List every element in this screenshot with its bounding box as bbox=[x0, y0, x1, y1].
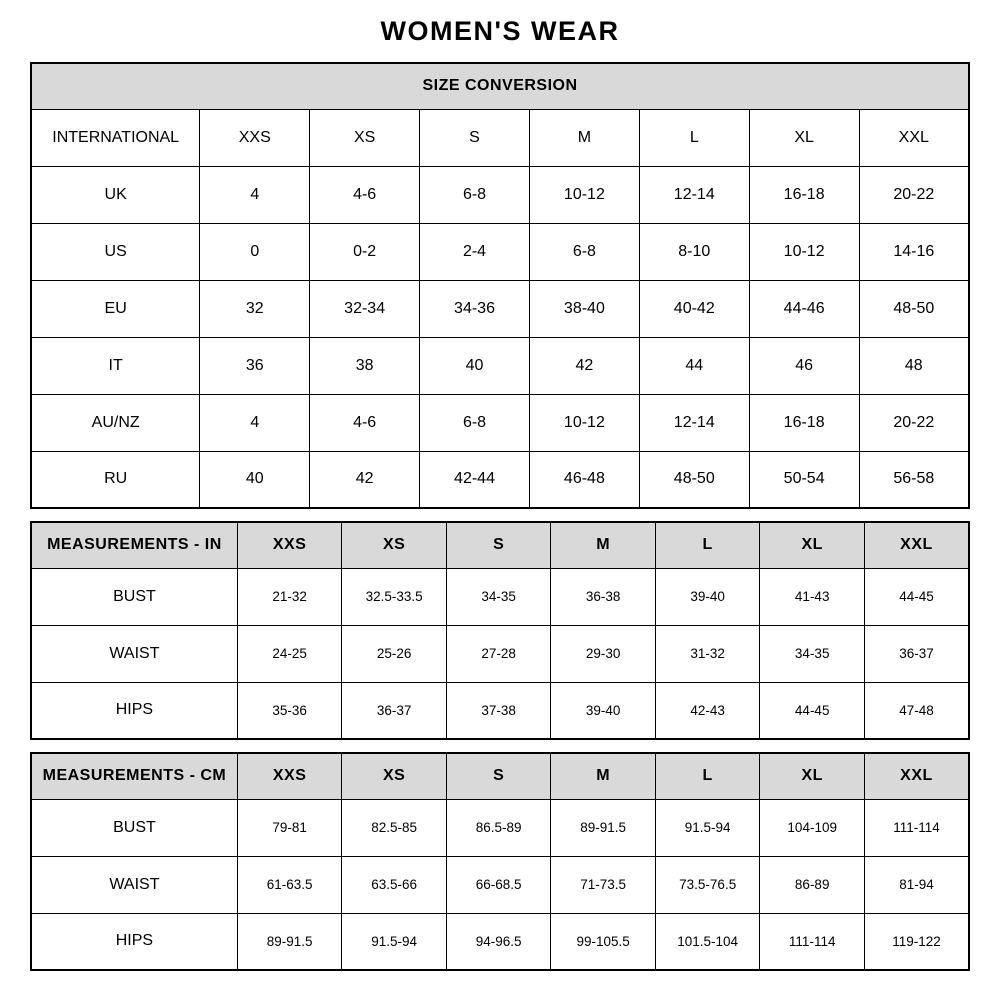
column-header-cell: XXL bbox=[864, 522, 969, 568]
page-title: WOMEN'S WEAR bbox=[380, 16, 620, 46]
measurement-cell: 94-96.5 bbox=[446, 913, 551, 970]
row-header-cell: AU/NZ bbox=[31, 394, 200, 451]
measurement-cell: 89-91.5 bbox=[237, 913, 342, 970]
size-cell: 48 bbox=[859, 337, 969, 394]
size-cell: XXS bbox=[200, 109, 310, 166]
row-header-cell: EU bbox=[31, 280, 200, 337]
size-cell: 12-14 bbox=[639, 394, 749, 451]
size-cell: 16-18 bbox=[749, 394, 859, 451]
measurement-cell: 111-114 bbox=[864, 799, 969, 856]
table-row bbox=[31, 913, 969, 970]
size-cell: 12-14 bbox=[639, 166, 749, 223]
column-header-cell: M bbox=[551, 753, 656, 799]
row-header-cell: HIPS bbox=[31, 682, 237, 739]
size-cell: 4-6 bbox=[310, 166, 420, 223]
size-cell: 44-46 bbox=[749, 280, 859, 337]
size-cell: 36 bbox=[200, 337, 310, 394]
measurement-cell: 89-91.5 bbox=[551, 799, 656, 856]
measurement-cell: 91.5-94 bbox=[655, 799, 760, 856]
size-cell: 10-12 bbox=[529, 394, 639, 451]
row-header-cell: HIPS bbox=[31, 913, 237, 970]
measurement-cell: 111-114 bbox=[760, 913, 865, 970]
size-cell: 44 bbox=[639, 337, 749, 394]
size-cell: 46 bbox=[749, 337, 859, 394]
table-row bbox=[31, 280, 969, 337]
size-cell: 46-48 bbox=[529, 451, 639, 508]
measurement-cell: 37-38 bbox=[446, 682, 551, 739]
size-cell: 2-4 bbox=[420, 223, 530, 280]
row-header-cell: UK bbox=[31, 166, 200, 223]
size-cell: 56-58 bbox=[859, 451, 969, 508]
size-cell: 6-8 bbox=[420, 394, 530, 451]
measurement-cell: 39-40 bbox=[655, 568, 760, 625]
size-cell: 34-36 bbox=[420, 280, 530, 337]
size-cell: 40-42 bbox=[639, 280, 749, 337]
table-row bbox=[31, 625, 969, 682]
size-cell: M bbox=[529, 109, 639, 166]
table-row bbox=[31, 568, 969, 625]
size-cell: 42 bbox=[310, 451, 420, 508]
measurement-cell: 63.5-66 bbox=[342, 856, 447, 913]
measurements-cm-table bbox=[30, 752, 970, 971]
size-cell: XXL bbox=[859, 109, 969, 166]
measurement-cell: 21-32 bbox=[237, 568, 342, 625]
size-cell: 20-22 bbox=[859, 166, 969, 223]
size-cell: 0-2 bbox=[310, 223, 420, 280]
table-title-row bbox=[31, 63, 969, 109]
measurement-cell: 104-109 bbox=[760, 799, 865, 856]
measurement-cell: 39-40 bbox=[551, 682, 656, 739]
measurements-cm-title: MEASUREMENTS - CM bbox=[31, 753, 237, 799]
table-row bbox=[31, 337, 969, 394]
column-header-cell: M bbox=[551, 522, 656, 568]
size-cell: 0 bbox=[200, 223, 310, 280]
measurement-cell: 31-32 bbox=[655, 625, 760, 682]
table-header-row bbox=[31, 522, 969, 568]
size-cell: 10-12 bbox=[749, 223, 859, 280]
measurement-cell: 42-43 bbox=[655, 682, 760, 739]
table-row bbox=[31, 109, 969, 166]
size-conversion-title: SIZE CONVERSION bbox=[31, 63, 969, 109]
measurement-cell: 86-89 bbox=[760, 856, 865, 913]
table-row bbox=[31, 394, 969, 451]
size-cell: XL bbox=[749, 109, 859, 166]
measurement-cell: 99-105.5 bbox=[551, 913, 656, 970]
measurement-cell: 91.5-94 bbox=[342, 913, 447, 970]
measurement-cell: 73.5-76.5 bbox=[655, 856, 760, 913]
size-cell: 16-18 bbox=[749, 166, 859, 223]
measurement-cell: 119-122 bbox=[864, 913, 969, 970]
table-row bbox=[31, 856, 969, 913]
size-cell: 40 bbox=[420, 337, 530, 394]
measurement-cell: 81-94 bbox=[864, 856, 969, 913]
measurement-cell: 47-48 bbox=[864, 682, 969, 739]
column-header-cell: XS bbox=[342, 753, 447, 799]
size-cell: 14-16 bbox=[859, 223, 969, 280]
measurement-cell: 71-73.5 bbox=[551, 856, 656, 913]
measurement-cell: 101.5-104 bbox=[655, 913, 760, 970]
row-header-cell: WAIST bbox=[31, 625, 237, 682]
column-header-cell: XS bbox=[342, 522, 447, 568]
size-cell: 6-8 bbox=[529, 223, 639, 280]
measurement-cell: 36-38 bbox=[551, 568, 656, 625]
column-header-cell: XXL bbox=[864, 753, 969, 799]
size-cell: 50-54 bbox=[749, 451, 859, 508]
table-header-row bbox=[31, 753, 969, 799]
measurements-in-table bbox=[30, 521, 970, 740]
table-row bbox=[31, 223, 969, 280]
column-header-cell: XXS bbox=[237, 522, 342, 568]
size-cell: 38 bbox=[310, 337, 420, 394]
table-row bbox=[31, 451, 969, 508]
size-cell: 4-6 bbox=[310, 394, 420, 451]
measurement-cell: 44-45 bbox=[864, 568, 969, 625]
size-cell: 8-10 bbox=[639, 223, 749, 280]
size-cell: 48-50 bbox=[859, 280, 969, 337]
measurement-cell: 44-45 bbox=[760, 682, 865, 739]
column-header-cell: S bbox=[446, 753, 551, 799]
measurement-cell: 61-63.5 bbox=[237, 856, 342, 913]
row-header-cell: INTERNATIONAL bbox=[31, 109, 200, 166]
size-cell: 38-40 bbox=[529, 280, 639, 337]
size-cell: 42 bbox=[529, 337, 639, 394]
measurement-cell: 32.5-33.5 bbox=[342, 568, 447, 625]
measurement-cell: 79-81 bbox=[237, 799, 342, 856]
size-cell: 32 bbox=[200, 280, 310, 337]
size-cell: 48-50 bbox=[639, 451, 749, 508]
table-row bbox=[31, 166, 969, 223]
size-cell: 4 bbox=[200, 166, 310, 223]
size-cell: 20-22 bbox=[859, 394, 969, 451]
size-cell: 32-34 bbox=[310, 280, 420, 337]
measurement-cell: 41-43 bbox=[760, 568, 865, 625]
size-cell: XS bbox=[310, 109, 420, 166]
row-header-cell: WAIST bbox=[31, 856, 237, 913]
column-header-cell: S bbox=[446, 522, 551, 568]
size-cell: 42-44 bbox=[420, 451, 530, 508]
column-header-cell: L bbox=[655, 753, 760, 799]
row-header-cell: US bbox=[31, 223, 200, 280]
measurements-in-title: MEASUREMENTS - IN bbox=[31, 522, 237, 568]
measurement-cell: 86.5-89 bbox=[446, 799, 551, 856]
column-header-cell: XL bbox=[760, 753, 865, 799]
column-header-cell: XXS bbox=[237, 753, 342, 799]
measurement-cell: 27-28 bbox=[446, 625, 551, 682]
measurement-cell: 36-37 bbox=[342, 682, 447, 739]
row-header-cell: IT bbox=[31, 337, 200, 394]
measurement-cell: 82.5-85 bbox=[342, 799, 447, 856]
size-cell: 10-12 bbox=[529, 166, 639, 223]
size-cell: 6-8 bbox=[420, 166, 530, 223]
table-row bbox=[31, 682, 969, 739]
size-cell: 4 bbox=[200, 394, 310, 451]
row-header-cell: BUST bbox=[31, 568, 237, 625]
size-cell: S bbox=[420, 109, 530, 166]
measurement-cell: 35-36 bbox=[237, 682, 342, 739]
size-conversion-table bbox=[30, 62, 970, 509]
column-header-cell: L bbox=[655, 522, 760, 568]
size-cell: L bbox=[639, 109, 749, 166]
row-header-cell: RU bbox=[31, 451, 200, 508]
measurement-cell: 66-68.5 bbox=[446, 856, 551, 913]
table-row bbox=[31, 799, 969, 856]
measurement-cell: 25-26 bbox=[342, 625, 447, 682]
measurement-cell: 29-30 bbox=[551, 625, 656, 682]
row-header-cell: BUST bbox=[31, 799, 237, 856]
measurement-cell: 34-35 bbox=[446, 568, 551, 625]
size-cell: 40 bbox=[200, 451, 310, 508]
measurement-cell: 36-37 bbox=[864, 625, 969, 682]
measurement-cell: 34-35 bbox=[760, 625, 865, 682]
column-header-cell: XL bbox=[760, 522, 865, 568]
measurement-cell: 24-25 bbox=[237, 625, 342, 682]
